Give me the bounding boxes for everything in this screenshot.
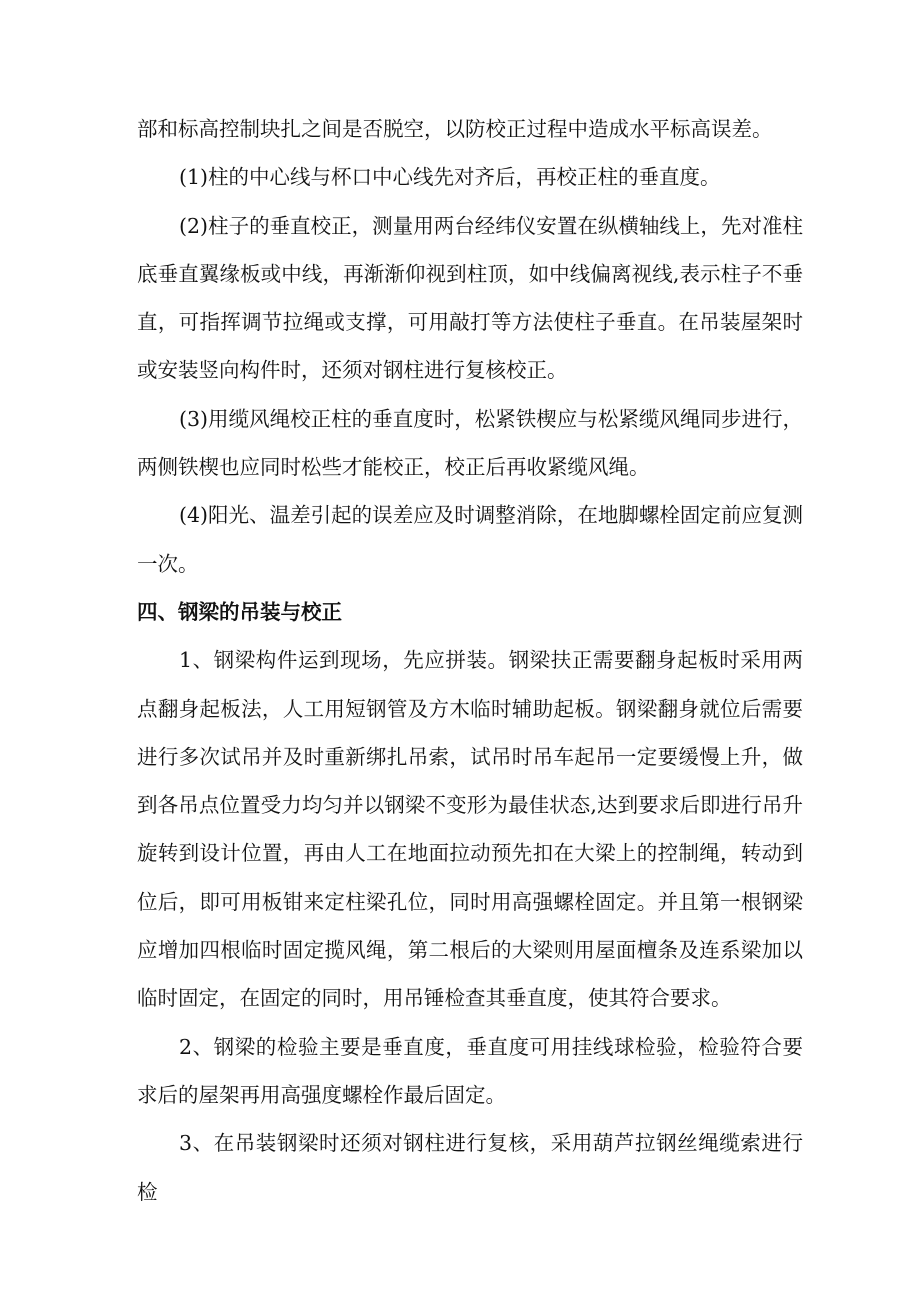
paragraph-item-4: (4)阳光、温差引起的误差应及时调整消除，在地脚螺栓固定前应复测一次。 [137,503,803,576]
section-heading: 四、钢梁的吊装与校正 [137,599,342,624]
paragraph-beam-2: 2、钢梁的检验主要是垂直度，垂直度可用挂线球检验，检验符合要求后的屋架再用高强度螺栓作最后固定。 [137,1034,803,1107]
paragraph-item-3: (3)用缆风绳校正柱的垂直度时，松紧铁楔应与松紧缆风绳同步进行，两侧铁楔也应同时松些才能校正，校正后再收紧缆风绳。 [137,406,803,480]
paragraph-item-2: (2)柱子的垂直校正，测量用两台经纬仪安置在纵横轴线上，先对准柱底垂直翼缘板或中线，再渐渐仰视到柱顶，如中线偏离视线,表示柱子不垂直，可指挥调节拉绳或支撑，可用敲打等方法使柱子垂直。在吊装屋架时或安装竖向构件时，还须对钢柱进行复核校正。 [137,213,803,383]
paragraph-continuation: 部和标高控制块扎之间是否脱空，以防校正过程中造成水平标高误差。 [137,117,773,141]
paragraph-item-1: (1)柱的中心线与杯口中心线先对齐后，再校正柱的垂直度。 [179,165,721,190]
paragraph-beam-1: 1、钢梁构件运到现场，先应拼装。钢梁扶正需要翻身起板时采用两点翻身起板法，人工用短钢管及方木临时辅助起板。钢梁翻身就位后需要进行多次试吊并及时重新绑扎吊索，试吊时吊车起吊一定要缓慢上升，做到各吊点位置受力均匀并以钢梁不变形为最佳状态,达到要求后即进行吊升旋转到设计位置，再由人工在地面拉动预先扣在大梁上的控制绳，转动到位后，即可用板钳来定柱梁孔位，同时用高强螺栓固定。并且第一根钢梁应增加四根临时固定揽风绳，第二根后的大梁则用屋面檀条及连系梁加以临时固定，在固定的同时，用吊锤检查其垂直度，使其符合要求。 [137,648,803,1011]
paragraph-beam-3: 3、在吊装钢梁时还须对钢柱进行复核，采用葫芦拉钢丝绳缆索进行检 [137,1131,803,1204]
document-body [137,105,803,1216]
